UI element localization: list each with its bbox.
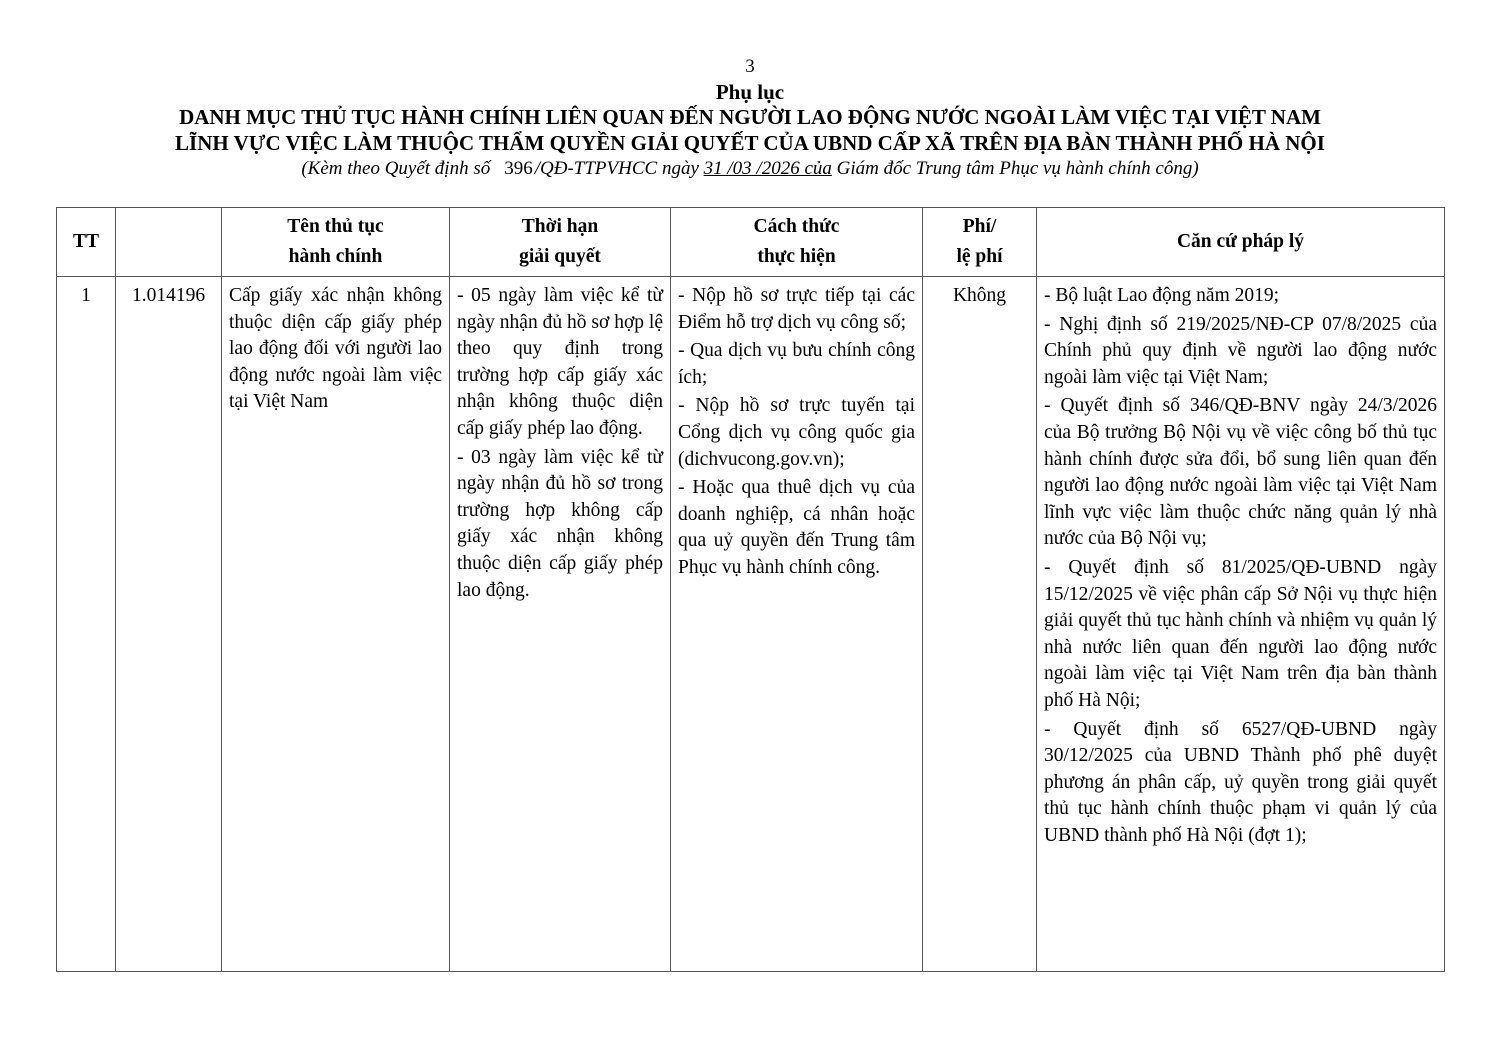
- cell-code: 1.014196: [116, 277, 222, 972]
- method-item: - Hoặc qua thuê dịch vụ của doanh nghiệp, cá nhân hoặc qua uỷ quyền đến Trung tâm Phục vụ hành chính công.: [678, 477, 915, 578]
- cell-deadline: [450, 277, 671, 972]
- header-deadline-line-2: giải quyết: [519, 246, 601, 267]
- header-method: [671, 208, 923, 277]
- deadline-item: - 03 ngày làm việc kể từ ngày nhận đủ hồ sơ trong trường hợp không cấp giấy xác nhận không thuộc diện cấp giấy phép lao động.: [457, 446, 663, 601]
- subtitle-mid: /QĐ-TTPVHCC ngày: [534, 158, 699, 179]
- cell-legal-basis: [1037, 277, 1445, 972]
- document-heading-line-2: LĨNH VỰC VIỆC LÀM THUỘC THẨM QUYỀN GIẢI QUYẾT CỦA UBND CẤP XÃ TRÊN ĐỊA BÀN THÀNH PHỐ HÀ NỘI: [175, 131, 1325, 155]
- method-item: - Nộp hồ sơ trực tuyến tại Cổng dịch vụ công quốc gia (dichvucong.gov.vn);: [678, 395, 915, 470]
- table-row: [57, 277, 1445, 972]
- deadline-item: - 05 ngày làm việc kể từ ngày nhận đủ hồ sơ hợp lệ theo quy định trong trường hợp cấp giấy xác nhận không thuộc diện cấp giấy phép lao động.: [457, 285, 663, 439]
- decision-number: 396: [504, 158, 533, 179]
- table-header-row: [57, 208, 1445, 277]
- page-number: 3: [745, 56, 755, 77]
- legal-item: - Nghị định số 219/2025/NĐ-CP 07/8/2025 của Chính phủ quy định về người lao động nước ngoài làm việc tại Việt Nam;: [1044, 313, 1437, 388]
- document-subtitle: [0, 157, 1500, 181]
- method-item: - Nộp hồ sơ trực tiếp tại các Điểm hỗ trợ dịch vụ công số;: [678, 285, 915, 333]
- header-method-line-2: thực hiện: [757, 246, 836, 267]
- cell-method: [671, 277, 923, 972]
- cell-tt: 1: [57, 277, 116, 972]
- header-legal-basis: Căn cứ pháp lý: [1037, 208, 1445, 277]
- header-procedure-name-line-1: Tên thủ tục: [287, 216, 384, 237]
- procedures-table: [56, 207, 1445, 972]
- header-fee-line-2: lệ phí: [956, 246, 1003, 267]
- header-method-line-1: Cách thức: [753, 216, 840, 237]
- header-fee: [923, 208, 1037, 277]
- cell-procedure-name: Cấp giấy xác nhận không thuộc diện cấp giấy phép lao động đối với người lao động nước ngoài làm việc tại Việt Nam: [222, 277, 450, 972]
- appendix-title: Phụ lục: [715, 80, 785, 104]
- header-fee-line-1: Phí/: [962, 216, 997, 237]
- decision-date: 31 /03 /2026 của: [703, 158, 832, 179]
- header-code: [116, 208, 222, 277]
- header-deadline: [450, 208, 671, 277]
- header-procedure-name: [222, 208, 450, 277]
- method-item: - Qua dịch vụ bưu chính công ích;: [678, 340, 915, 388]
- subtitle-suffix: Giám đốc Trung tâm Phục vụ hành chính công): [836, 158, 1199, 179]
- header-procedure-name-line-2: hành chính: [288, 246, 383, 267]
- legal-item: - Quyết định số 6527/QĐ-UBND ngày 30/12/2025 của UBND Thành phố phê duyệt phương án phân cấp, uỷ quyền trong giải quyết thủ tục hành chính thuộc phạm vi quản lý của UBND thành phố Hà Nội (đợt 1);: [1044, 718, 1437, 846]
- legal-item: - Quyết định số 81/2025/QĐ-UBND ngày 15/12/2025 về việc phân cấp Sở Nội vụ thực hiện giải quyết thủ tục hành chính và nhiệm vụ quản lý nhà nước liên quan đến người lao động nước ngoài làm việc tại Việt Nam trên địa bàn thành phố Hà Nội;: [1044, 556, 1437, 711]
- cell-fee: Không: [923, 277, 1037, 972]
- subtitle-prefix: (Kèm theo Quyết định số: [301, 158, 491, 179]
- legal-item: - Quyết định số 346/QĐ-BNV ngày 24/3/2026 của Bộ trưởng Bộ Nội vụ về việc công bố thủ tục hành chính được sửa đổi, bổ sung liên quan đến người lao động nước ngoài làm việc tại Việt Nam lĩnh vực việc làm thuộc chức năng quản lý nhà nước của Bộ Nội vụ;: [1044, 395, 1437, 550]
- legal-item: - Bộ luật Lao động năm 2019;: [1044, 285, 1280, 306]
- document-heading-line-1: DANH MỤC THỦ TỤC HÀNH CHÍNH LIÊN QUAN ĐẾN NGƯỜI LAO ĐỘNG NƯỚC NGOÀI LÀM VIỆC TẠI VIỆT NAM: [179, 105, 1321, 129]
- header-tt: TT: [57, 208, 116, 277]
- header-deadline-line-1: Thời hạn: [521, 216, 599, 237]
